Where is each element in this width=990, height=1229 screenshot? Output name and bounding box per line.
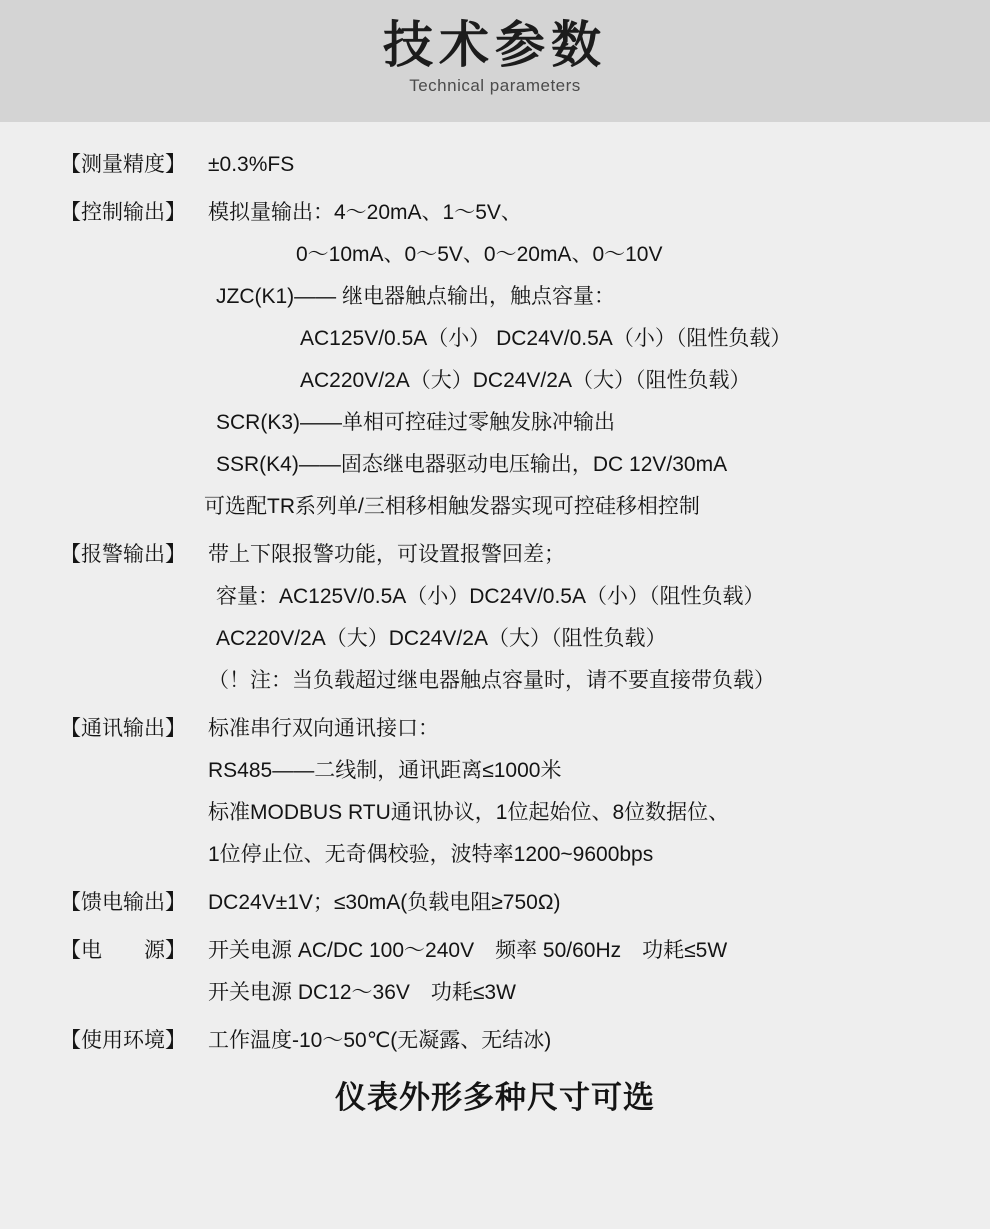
spec-row [0,144,990,186]
spec-line: 标准串行双向通讯接口： [208,717,439,740]
spec-row [0,882,990,924]
spec-label: 【使用环境】 [60,1029,186,1052]
spec-label: 【测量精度】 [60,153,186,176]
spec-line: AC220V/2A（大）DC24V/2A（大）（阻性负载） [300,369,751,392]
spec-label: 【通讯输出】 [60,717,186,740]
page-subtitle: Technical parameters [409,76,581,95]
spec-line: SCR(K3)——单相可控硅过零触发脉冲输出 [216,411,616,434]
spec-line: SSR(K4)——固态继电器驱动电压输出，DC 12V/30mA [216,453,728,476]
spec-line: （！注：当负载超过继电器触点容量时，请不要直接带负载） [208,669,775,692]
spec-line: 模拟量输出：4～20mA、1～5V、 [208,201,522,224]
spec-value [200,708,729,876]
spec-line: ±0.3%FS [208,153,295,176]
spec-value [200,930,727,1014]
spec-row [0,708,990,876]
page-title: 技术参数 [383,17,607,73]
spec-list [0,122,990,1062]
spec-value [200,1020,551,1062]
spec-label: 【电 源】 [60,939,186,962]
spec-line: 开关电源 AC/DC 100～240V 频率 50/60Hz 功耗≤5W [208,939,728,962]
spec-line: 1位停止位、无奇偶校验，波特率1200~9600bps [208,843,654,866]
spec-line: AC125V/0.5A（小） DC24V/0.5A（小）（阻性负载） [300,327,792,350]
spec-line: DC24V±1V；≤30mA(负载电阻≥750Ω) [208,891,561,914]
spec-row [0,930,990,1014]
spec-line: 工作温度-10～50℃(无凝露、无结冰) [208,1029,552,1052]
spec-row [0,1020,990,1062]
spec-line: 0～10mA、0～5V、0～20mA、0～10V [296,243,663,266]
footer-section [0,1076,990,1120]
spec-value [200,192,791,528]
spec-line: 标准MODBUS RTU通讯协议，1位起始位、8位数据位、 [208,801,730,824]
spec-line: JZC(K1)—— 继电器触点输出，触点容量： [216,285,615,308]
spec-line: AC220V/2A（大）DC24V/2A（大）（阻性负载） [216,627,667,650]
spec-line: 带上下限报警功能，可设置报警回差； [208,543,565,566]
footer-title: 仪表外形多种尺寸可选 [335,1080,655,1115]
spec-line: 容量：AC125V/0.5A（小）DC24V/0.5A（小）（阻性负载） [216,585,765,608]
spec-row [0,534,990,702]
spec-label: 【报警输出】 [60,543,186,566]
spec-line: 开关电源 DC12～36V 功耗≤3W [208,981,516,1004]
spec-value [200,882,561,924]
spec-line: RS485——二线制，通讯距离≤1000米 [208,759,562,782]
spec-label: 【馈电输出】 [60,891,186,914]
spec-value [200,534,775,702]
spec-line: 可选配TR系列单/三相移相触发器实现可控硅移相控制 [204,495,700,518]
spec-value [200,144,294,186]
spec-row [0,192,990,528]
page-header [0,0,990,122]
spec-label: 【控制输出】 [60,201,186,224]
